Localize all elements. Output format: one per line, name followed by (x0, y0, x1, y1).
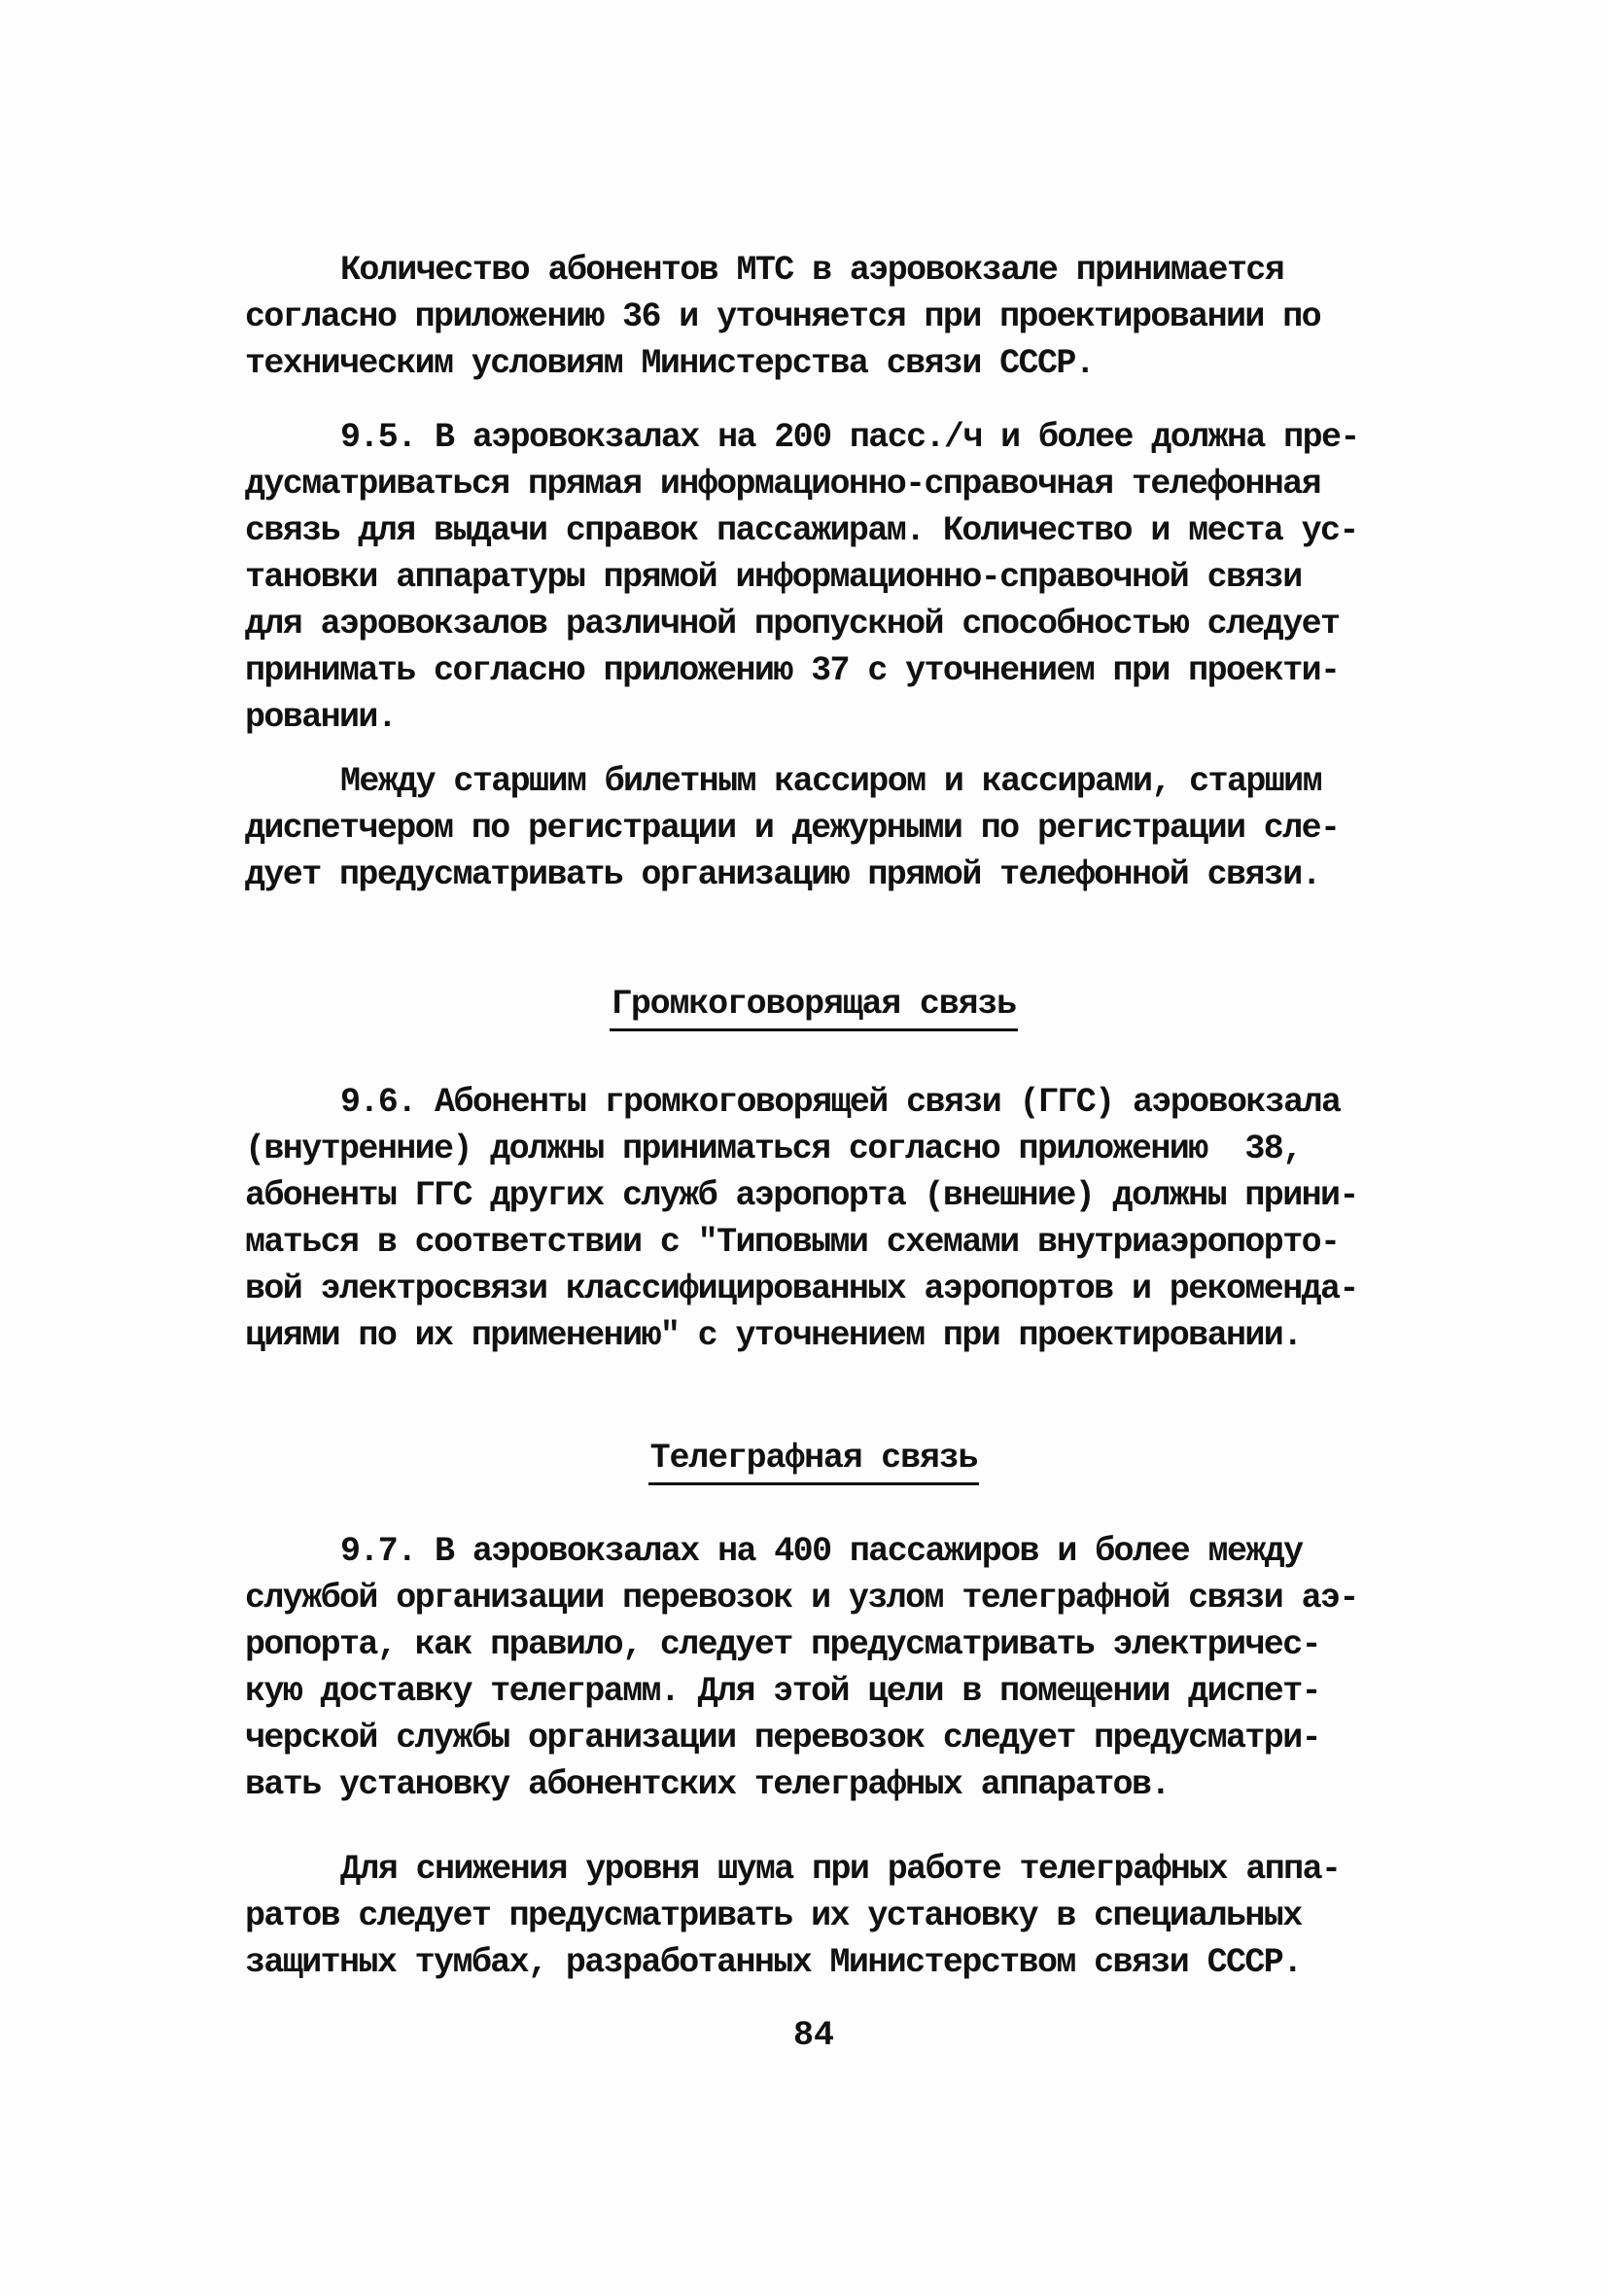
section-heading-loudspeaker (245, 975, 1382, 1033)
text-line: черской службы организации перевозок следует предусматри- (245, 1719, 1320, 1757)
text-line: дусматриваться прямая информационно-справочная телефонная (245, 465, 1320, 504)
text-line: для аэровокзалов различной пропускной способностью следует (245, 605, 1340, 644)
section-heading-text: Громкоговорящая связь (610, 980, 1018, 1031)
text-line: циями по их применению" с уточнением при проектировании. (245, 1316, 1302, 1355)
text-line: Количество абонентов МТС в аэровокзале принимается (340, 251, 1284, 290)
text-line: дует предусматривать организацию прямой телефонной связи. (245, 855, 1320, 894)
paragraph-9-6 (245, 1079, 1382, 1359)
text-line: Между старшим билетным кассиром и кассирами, старшим (340, 762, 1321, 801)
text-line: ровании. (245, 698, 397, 737)
text-line: кую доставку телеграмм. Для этой цели в помещении диспет- (245, 1672, 1320, 1711)
text-line: принимать согласно приложению 37 с уточнением при проекти- (245, 651, 1340, 690)
section-heading-telegraph (245, 1429, 1382, 1487)
text-line: ратов следует предусматривать их установку в специальных (245, 1896, 1302, 1935)
text-line: 9.5. В аэровокзалах на 200 пасс./ч и более должна пре- (340, 418, 1359, 457)
text-line: маться в соответствии с "Типовыми схемами внутриаэропорто- (245, 1223, 1340, 1262)
text-line: 9.7. В аэровокзалах на 400 пассажиров и более между (340, 1532, 1303, 1571)
section-heading-text: Телеграфная связь (648, 1434, 980, 1485)
text-line: вать установку абонентских телеграфных аппаратов. (245, 1765, 1170, 1804)
text-line: техническим условиям Министерства связи СССР. (245, 344, 1095, 383)
paragraph-cashier-link (245, 758, 1382, 898)
text-line: (внутренние) должны приниматься согласно приложению 38, (245, 1130, 1302, 1168)
paragraph-mts-subscribers (245, 247, 1382, 387)
text-line: связь для выдачи справок пассажирам. Количество и места ус- (245, 511, 1358, 550)
text-line: ропорта, как правило, следует предусматривать электричес- (245, 1625, 1320, 1664)
paragraph-9-7 (245, 1528, 1382, 1808)
text-line: 9.6. Абоненты громкоговорящей связи (ГГС) аэровокзала (340, 1083, 1341, 1122)
text-line: абоненты ГГС других служб аэропорта (внешние) должны прини- (245, 1176, 1358, 1215)
text-line: вой электросвязи классифицированных аэропортов и рекоменда- (245, 1270, 1358, 1308)
paragraph-9-5 (245, 414, 1382, 741)
text-line: согласно приложению 36 и уточняется при проектировании по (245, 297, 1320, 336)
paragraph-noise-reduction (245, 1846, 1382, 1986)
text-line: диспетчером по регистрации и дежурными по регистрации сле- (245, 809, 1340, 848)
text-line: тановки аппаратуры прямой информационно-справочной связи (245, 558, 1302, 597)
page-number: 84 (792, 2016, 834, 2055)
text-line: защитных тумбах, разработанных Министерством связи СССР. (245, 1943, 1302, 1982)
text-line: службой организации перевозок и узлом телеграфной связи аэ- (245, 1579, 1358, 1618)
text-line: Для снижения уровня шума при работе телеграфных аппа- (340, 1850, 1341, 1889)
